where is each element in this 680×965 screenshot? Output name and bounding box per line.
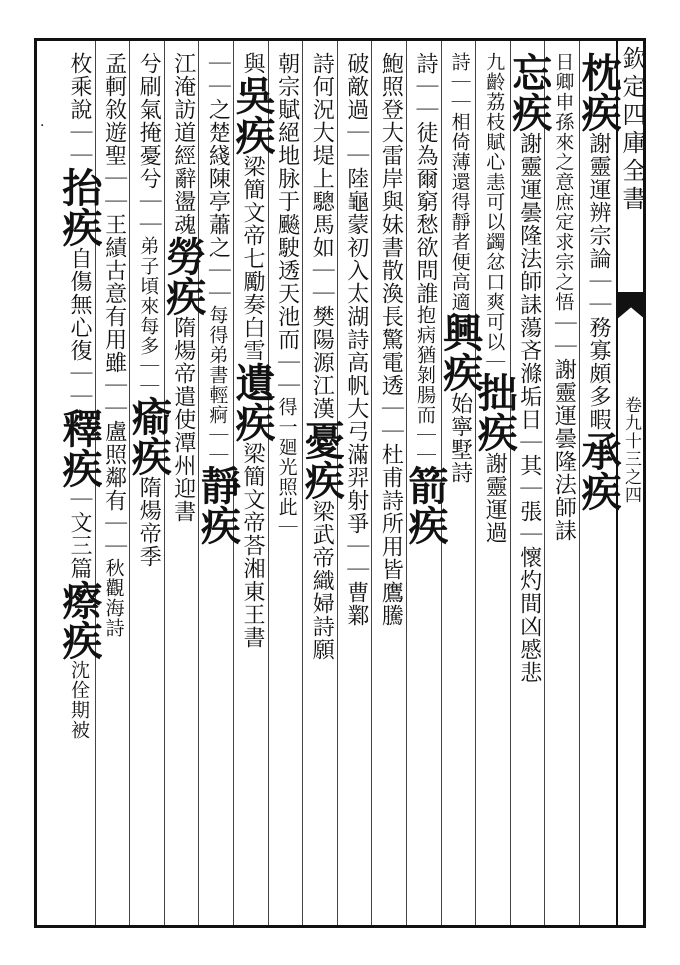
annotation-text: 王績古意有用雖｜｜盧照鄰有｜｜ bbox=[101, 213, 127, 558]
headword: 疾 bbox=[575, 471, 622, 511]
annotation-text: 謝靈運過 bbox=[482, 452, 508, 544]
headword: 疾 bbox=[125, 436, 173, 476]
annotation-text: 謝靈運辨宗論｜｜務寡頗多暇 bbox=[586, 132, 611, 431]
annotation-text: 九齡荔枝賦心恚可以蠲忿口爽可以｜ bbox=[483, 52, 506, 372]
headword: 疾 bbox=[471, 412, 519, 452]
headword: 勞 bbox=[159, 236, 207, 276]
headword: 枕 bbox=[575, 52, 622, 92]
text-column-8 bbox=[340, 52, 372, 627]
headword: 瘉 bbox=[125, 396, 173, 436]
text-column-15 bbox=[98, 52, 130, 638]
headword: 疾 bbox=[159, 276, 207, 316]
annotation-text: 詩何況大堤上驄馬如｜｜樊陽源江漢 bbox=[309, 52, 335, 420]
annotation-text: 梁武帝織婦詩願 bbox=[309, 500, 335, 661]
headword: 承 bbox=[575, 431, 622, 471]
annotation-text: ｜｜之楚綫陳亭蕭之｜｜ bbox=[205, 52, 231, 305]
annotation-text: 得一廻光照此｜ bbox=[275, 397, 298, 537]
headword: 疾 bbox=[229, 115, 276, 155]
headword: 拙 bbox=[471, 372, 519, 412]
text-column-4 bbox=[471, 52, 519, 544]
annotation-text: 每得弟書輕痾｜｜ bbox=[206, 305, 229, 465]
annotation-text: 沈佺期被 bbox=[68, 660, 90, 740]
annotation-text: 朝宗賦絕地脉于飈駛透天池而｜｜ bbox=[274, 52, 300, 397]
margin-dot: · bbox=[40, 118, 45, 134]
annotation-text: 隋煬帝季 bbox=[136, 476, 162, 568]
annotation-text: 詩｜｜徒為爾窮愁欲問誰 bbox=[413, 52, 438, 305]
headword: 疾 bbox=[402, 505, 449, 545]
headword: 靜 bbox=[194, 465, 242, 505]
headword: 疾 bbox=[298, 460, 346, 500]
annotation-text: 兮刷氣掩憂兮｜｜ bbox=[136, 52, 162, 236]
text-column-7 bbox=[374, 52, 406, 627]
text-column-16 bbox=[56, 52, 103, 740]
annotation-text: 與 bbox=[240, 52, 265, 75]
headword: 憂 bbox=[298, 420, 346, 460]
annotation-text: 隋煬帝遣使潭州迎書 bbox=[170, 316, 196, 523]
headword: 疾 bbox=[194, 505, 242, 545]
headword: 疾 bbox=[229, 402, 276, 442]
annotation-text: 孟軻敘遊聖｜｜ bbox=[101, 52, 127, 213]
headword: 瘵 bbox=[56, 580, 103, 620]
annotation-text: 秋觀海詩 bbox=[102, 558, 125, 638]
annotation-text: 自傷無心復｜｜ bbox=[67, 247, 92, 408]
text-column-1 bbox=[575, 52, 622, 511]
headword: 忘 bbox=[505, 52, 553, 92]
annotation-text: ｜｜謝靈運曇隆法師誄 bbox=[551, 312, 577, 542]
text-column-9 bbox=[298, 52, 346, 661]
annotation-text: 詩｜｜相倚薄還得靜者便高適 bbox=[448, 52, 471, 312]
text-column-6 bbox=[402, 52, 449, 545]
annotation-text: 謝靈運曇隆法師誄蕩吝滌垢日｜其｜張｜懷灼間凶慼悲 bbox=[516, 132, 542, 684]
headword: 疾 bbox=[56, 448, 103, 488]
headword: 吳 bbox=[229, 75, 276, 115]
headword: 疾 bbox=[56, 620, 103, 660]
headword: 遺 bbox=[229, 362, 276, 402]
headword: 抬 bbox=[56, 167, 103, 207]
text-column-5 bbox=[436, 52, 484, 484]
annotation-text: 破敵過｜｜陸龜蒙初入太湖詩高帆大弓滿羿射爭｜｜曹鄴 bbox=[343, 52, 369, 627]
headword: 疾 bbox=[575, 92, 622, 132]
annotation-text: 抱病猶剝腸而｜｜ bbox=[414, 305, 436, 465]
headword: 疾 bbox=[56, 207, 103, 247]
text-column-11 bbox=[229, 52, 276, 649]
text-column-14 bbox=[125, 52, 173, 568]
text-column-3 bbox=[505, 52, 553, 684]
headword: 釋 bbox=[56, 408, 103, 448]
annotation-text: 始寧墅詩 bbox=[447, 392, 473, 484]
annotation-text: 江淹訪道經辭盪魂 bbox=[170, 52, 196, 236]
annotation-text: 日卿申孫來之意庶定求宗之悟 bbox=[552, 52, 575, 312]
annotation-text: 梁簡文帝七勵奏白雪 bbox=[240, 155, 265, 362]
headword: 疾 bbox=[505, 92, 553, 132]
headword: 箭 bbox=[402, 465, 449, 505]
book-title: 欽定四庫全書 bbox=[618, 46, 646, 214]
headword: 疾 bbox=[436, 352, 484, 392]
annotation-text: 枚乘說｜｜ bbox=[67, 52, 92, 167]
annotation-text: 弟子頃來每多｜｜ bbox=[137, 236, 160, 396]
annotation-text: 鮑照登大雷岸與妹書散渙長驚電透｜｜杜甫詩所用皆鷹騰 bbox=[378, 52, 404, 627]
juan-number: 卷九十三之四 bbox=[621, 396, 641, 504]
annotation-text: 梁簡文帝荅湘東王書 bbox=[240, 442, 265, 649]
annotation-text: ｜文三篇 bbox=[67, 488, 92, 580]
headword: 興 bbox=[436, 312, 484, 352]
